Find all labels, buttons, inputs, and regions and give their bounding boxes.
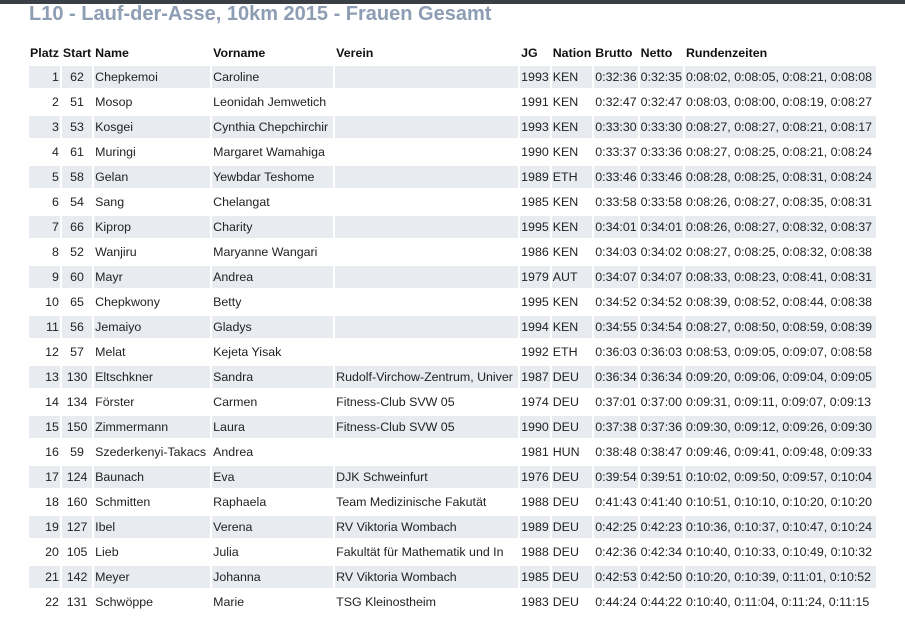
vorname-cell: Raphaela bbox=[212, 491, 333, 516]
platz-cell: 22 bbox=[29, 591, 60, 616]
name-cell: Mosop bbox=[94, 91, 210, 116]
start-cell: 150 bbox=[62, 416, 92, 441]
table-row bbox=[29, 441, 876, 466]
name-cell: Chepkwony bbox=[94, 291, 210, 316]
netto-cell: 0:36:03 bbox=[640, 341, 683, 366]
rundenzeiten-cell: 0:10:51, 0:10:10, 0:10:20, 0:10:20 bbox=[685, 491, 876, 516]
platz-cell: 1 bbox=[29, 66, 60, 91]
verein-cell bbox=[335, 166, 518, 191]
nation-cell: DEU bbox=[552, 366, 593, 391]
jg-cell: 1986 bbox=[520, 241, 550, 266]
verein-cell: Team Medizinische Fakutät bbox=[335, 491, 518, 516]
verein-cell bbox=[335, 191, 518, 216]
platz-cell: 17 bbox=[29, 466, 60, 491]
verein-cell bbox=[335, 66, 518, 91]
column-header-brutto: Brutto bbox=[595, 46, 633, 60]
start-cell: 160 bbox=[62, 491, 92, 516]
nation-cell: HUN bbox=[552, 441, 593, 466]
jg-cell: 1992 bbox=[520, 341, 550, 366]
nation-cell: DEU bbox=[552, 541, 593, 566]
netto-cell: 0:34:54 bbox=[640, 316, 683, 341]
rundenzeiten-cell: 0:10:20, 0:10:39, 0:11:01, 0:10:52 bbox=[685, 566, 876, 591]
brutto-cell: 0:34:01 bbox=[594, 216, 637, 241]
start-cell: 58 bbox=[62, 166, 92, 191]
column-header-nation: Nation bbox=[552, 46, 592, 60]
start-cell: 52 bbox=[62, 241, 92, 266]
vorname-cell: Gladys bbox=[212, 316, 333, 341]
brutto-cell: 0:32:47 bbox=[594, 91, 637, 116]
platz-cell: 13 bbox=[29, 366, 60, 391]
name-cell: Jemaiyo bbox=[94, 316, 210, 341]
start-cell: 65 bbox=[62, 291, 92, 316]
column-header-jg: JG bbox=[521, 46, 538, 60]
brutto-cell: 0:42:36 bbox=[594, 541, 637, 566]
verein-cell: RV Viktoria Wombach bbox=[335, 566, 518, 591]
platz-cell: 7 bbox=[29, 216, 60, 241]
rundenzeiten-cell: 0:09:20, 0:09:06, 0:09:04, 0:09:05 bbox=[685, 366, 876, 391]
nation-cell: KEN bbox=[552, 191, 593, 216]
column-header-verein: Verein bbox=[336, 46, 374, 60]
table-row bbox=[29, 391, 876, 416]
brutto-cell: 0:33:37 bbox=[594, 141, 637, 166]
vorname-cell: Yewbdar Teshome bbox=[212, 166, 333, 191]
rundenzeiten-cell: 0:08:27, 0:08:25, 0:08:21, 0:08:24 bbox=[685, 141, 876, 166]
nation-cell: AUT bbox=[552, 266, 593, 291]
jg-cell: 1979 bbox=[520, 266, 550, 291]
platz-cell: 8 bbox=[29, 241, 60, 266]
name-cell: Kiprop bbox=[94, 216, 210, 241]
platz-cell: 19 bbox=[29, 516, 60, 541]
start-cell: 105 bbox=[62, 541, 92, 566]
table-row bbox=[29, 116, 876, 141]
name-cell: Kosgei bbox=[94, 116, 210, 141]
brutto-cell: 0:34:07 bbox=[594, 266, 637, 291]
nation-cell: KEN bbox=[552, 91, 593, 116]
verein-cell bbox=[335, 116, 518, 141]
vorname-cell: Leonidah Jemwetich bbox=[212, 91, 333, 116]
vorname-cell: Carmen bbox=[212, 391, 333, 416]
vorname-cell: Maryanne Wangari bbox=[212, 241, 333, 266]
name-cell: Wanjiru bbox=[94, 241, 210, 266]
verein-cell: RV Viktoria Wombach bbox=[335, 516, 518, 541]
table-row bbox=[29, 491, 876, 516]
brutto-cell: 0:34:03 bbox=[594, 241, 637, 266]
jg-cell: 1989 bbox=[520, 166, 550, 191]
verein-cell bbox=[335, 216, 518, 241]
brutto-cell: 0:44:24 bbox=[594, 591, 637, 616]
name-cell: Melat bbox=[94, 341, 210, 366]
verein-cell: Fitness-Club SVW 05 bbox=[335, 391, 518, 416]
jg-cell: 1981 bbox=[520, 441, 550, 466]
nation-cell: KEN bbox=[552, 66, 593, 91]
rundenzeiten-cell: 0:08:27, 0:08:25, 0:08:32, 0:08:38 bbox=[685, 241, 876, 266]
jg-cell: 1987 bbox=[520, 366, 550, 391]
vorname-cell: Kejeta Yisak bbox=[212, 341, 333, 366]
start-cell: 66 bbox=[62, 216, 92, 241]
start-cell: 51 bbox=[62, 91, 92, 116]
rundenzeiten-cell: 0:10:02, 0:09:50, 0:09:57, 0:10:04 bbox=[685, 466, 876, 491]
platz-cell: 5 bbox=[29, 166, 60, 191]
verein-cell: DJK Schweinfurt bbox=[335, 466, 518, 491]
netto-cell: 0:44:22 bbox=[640, 591, 683, 616]
netto-cell: 0:42:34 bbox=[640, 541, 683, 566]
table-row bbox=[29, 466, 876, 491]
nation-cell: KEN bbox=[552, 141, 593, 166]
rundenzeiten-cell: 0:09:31, 0:09:11, 0:09:07, 0:09:13 bbox=[685, 391, 876, 416]
platz-cell: 2 bbox=[29, 91, 60, 116]
platz-cell: 9 bbox=[29, 266, 60, 291]
name-cell: Lieb bbox=[94, 541, 210, 566]
table-row bbox=[29, 416, 876, 441]
name-cell: Szederkenyi-Takacs bbox=[94, 441, 210, 466]
rundenzeiten-cell: 0:08:53, 0:09:05, 0:09:07, 0:08:58 bbox=[685, 341, 876, 366]
netto-cell: 0:33:30 bbox=[640, 116, 683, 141]
start-cell: 59 bbox=[62, 441, 92, 466]
name-cell: Muringi bbox=[94, 141, 210, 166]
table-row bbox=[29, 216, 876, 241]
start-cell: 53 bbox=[62, 116, 92, 141]
platz-cell: 4 bbox=[29, 141, 60, 166]
verein-cell bbox=[335, 316, 518, 341]
table-row bbox=[29, 341, 876, 366]
platz-cell: 10 bbox=[29, 291, 60, 316]
netto-cell: 0:39:51 bbox=[640, 466, 683, 491]
platz-cell: 16 bbox=[29, 441, 60, 466]
vorname-cell: Andrea bbox=[212, 266, 333, 291]
jg-cell: 1989 bbox=[520, 516, 550, 541]
platz-cell: 21 bbox=[29, 566, 60, 591]
brutto-cell: 0:38:48 bbox=[594, 441, 637, 466]
nation-cell: DEU bbox=[552, 566, 593, 591]
name-cell: Baunach bbox=[94, 466, 210, 491]
platz-cell: 15 bbox=[29, 416, 60, 441]
verein-cell bbox=[335, 341, 518, 366]
vorname-cell: Eva bbox=[212, 466, 333, 491]
netto-cell: 0:38:47 bbox=[640, 441, 683, 466]
nation-cell: DEU bbox=[552, 416, 593, 441]
name-cell: Gelan bbox=[94, 166, 210, 191]
brutto-cell: 0:37:01 bbox=[594, 391, 637, 416]
jg-cell: 1993 bbox=[520, 116, 550, 141]
brutto-cell: 0:37:38 bbox=[594, 416, 637, 441]
verein-cell: Fitness-Club SVW 05 bbox=[335, 416, 518, 441]
start-cell: 60 bbox=[62, 266, 92, 291]
platz-cell: 12 bbox=[29, 341, 60, 366]
name-cell: Eltschkner bbox=[94, 366, 210, 391]
jg-cell: 1985 bbox=[520, 191, 550, 216]
rundenzeiten-cell: 0:10:36, 0:10:37, 0:10:47, 0:10:24 bbox=[685, 516, 876, 541]
rundenzeiten-cell: 0:08:27, 0:08:50, 0:08:59, 0:08:39 bbox=[685, 316, 876, 341]
column-header-start: Start bbox=[62, 46, 92, 60]
results-table bbox=[27, 40, 878, 616]
jg-cell: 1976 bbox=[520, 466, 550, 491]
name-cell: Meyer bbox=[94, 566, 210, 591]
nation-cell: DEU bbox=[552, 516, 593, 541]
jg-cell: 1990 bbox=[520, 416, 550, 441]
platz-cell: 6 bbox=[29, 191, 60, 216]
table-row bbox=[29, 66, 876, 91]
verein-cell bbox=[335, 266, 518, 291]
verein-cell: Fakultät für Mathematik und In bbox=[335, 541, 518, 566]
vorname-cell: Margaret Wamahiga bbox=[212, 141, 333, 166]
table-row bbox=[29, 166, 876, 191]
platz-cell: 3 bbox=[29, 116, 60, 141]
rundenzeiten-cell: 0:08:33, 0:08:23, 0:08:41, 0:08:31 bbox=[685, 266, 876, 291]
start-cell: 62 bbox=[62, 66, 92, 91]
rundenzeiten-cell: 0:10:40, 0:11:04, 0:11:24, 0:11:15 bbox=[685, 591, 876, 616]
jg-cell: 1988 bbox=[520, 541, 550, 566]
table-row bbox=[29, 241, 876, 266]
nation-cell: KEN bbox=[552, 291, 593, 316]
start-cell: 131 bbox=[62, 591, 92, 616]
vorname-cell: Julia bbox=[212, 541, 333, 566]
table-row bbox=[29, 291, 876, 316]
rundenzeiten-cell: 0:08:26, 0:08:27, 0:08:32, 0:08:37 bbox=[685, 216, 876, 241]
start-cell: 54 bbox=[62, 191, 92, 216]
netto-cell: 0:37:00 bbox=[640, 391, 683, 416]
name-cell: Mayr bbox=[94, 266, 210, 291]
rundenzeiten-cell: 0:08:02, 0:08:05, 0:08:21, 0:08:08 bbox=[685, 66, 876, 91]
brutto-cell: 0:42:25 bbox=[594, 516, 637, 541]
vorname-cell: Andrea bbox=[212, 441, 333, 466]
jg-cell: 1983 bbox=[520, 591, 550, 616]
verein-cell bbox=[335, 141, 518, 166]
nation-cell: KEN bbox=[552, 316, 593, 341]
netto-cell: 0:42:23 bbox=[640, 516, 683, 541]
netto-cell: 0:34:01 bbox=[640, 216, 683, 241]
verein-cell bbox=[335, 441, 518, 466]
brutto-cell: 0:36:03 bbox=[594, 341, 637, 366]
jg-cell: 1985 bbox=[520, 566, 550, 591]
rundenzeiten-cell: 0:08:26, 0:08:27, 0:08:35, 0:08:31 bbox=[685, 191, 876, 216]
table-row bbox=[29, 566, 876, 591]
jg-cell: 1991 bbox=[520, 91, 550, 116]
header-row bbox=[29, 40, 876, 66]
vorname-cell: Chelangat bbox=[212, 191, 333, 216]
rundenzeiten-cell: 0:09:46, 0:09:41, 0:09:48, 0:09:33 bbox=[685, 441, 876, 466]
page-title: L10 - Lauf-der-Asse, 10km 2015 - Frauen Gesamt bbox=[29, 3, 492, 25]
nation-cell: DEU bbox=[552, 591, 593, 616]
nation-cell: KEN bbox=[552, 116, 593, 141]
rundenzeiten-cell: 0:08:03, 0:08:00, 0:08:19, 0:08:27 bbox=[685, 91, 876, 116]
table-row bbox=[29, 316, 876, 341]
jg-cell: 1988 bbox=[520, 491, 550, 516]
table-row bbox=[29, 91, 876, 116]
netto-cell: 0:34:02 bbox=[640, 241, 683, 266]
rundenzeiten-cell: 0:08:28, 0:08:25, 0:08:31, 0:08:24 bbox=[685, 166, 876, 191]
name-cell: Sang bbox=[94, 191, 210, 216]
brutto-cell: 0:39:54 bbox=[594, 466, 637, 491]
table-row bbox=[29, 191, 876, 216]
vorname-cell: Betty bbox=[212, 291, 333, 316]
brutto-cell: 0:32:36 bbox=[594, 66, 637, 91]
nation-cell: ETH bbox=[552, 341, 593, 366]
vorname-cell: Johanna bbox=[212, 566, 333, 591]
table-row bbox=[29, 366, 876, 391]
name-cell: Schwöppe bbox=[94, 591, 210, 616]
brutto-cell: 0:33:46 bbox=[594, 166, 637, 191]
verein-cell bbox=[335, 291, 518, 316]
jg-cell: 1974 bbox=[520, 391, 550, 416]
nation-cell: ETH bbox=[552, 166, 593, 191]
vorname-cell: Cynthia Chepchirchir bbox=[212, 116, 333, 141]
verein-cell bbox=[335, 91, 518, 116]
netto-cell: 0:33:36 bbox=[640, 141, 683, 166]
brutto-cell: 0:33:30 bbox=[594, 116, 637, 141]
verein-cell bbox=[335, 241, 518, 266]
start-cell: 56 bbox=[62, 316, 92, 341]
rundenzeiten-cell: 0:08:39, 0:08:52, 0:08:44, 0:08:38 bbox=[685, 291, 876, 316]
column-header-rundenzeiten: Rundenzeiten bbox=[685, 46, 768, 60]
verein-cell: TSG Kleinostheim bbox=[335, 591, 518, 616]
jg-cell: 1995 bbox=[520, 291, 550, 316]
brutto-cell: 0:34:52 bbox=[594, 291, 637, 316]
vorname-cell: Verena bbox=[212, 516, 333, 541]
netto-cell: 0:34:52 bbox=[640, 291, 683, 316]
rundenzeiten-cell: 0:10:40, 0:10:33, 0:10:49, 0:10:32 bbox=[685, 541, 876, 566]
start-cell: 130 bbox=[62, 366, 92, 391]
start-cell: 61 bbox=[62, 141, 92, 166]
start-cell: 127 bbox=[62, 516, 92, 541]
nation-cell: DEU bbox=[552, 466, 593, 491]
brutto-cell: 0:34:55 bbox=[594, 316, 637, 341]
platz-cell: 14 bbox=[29, 391, 60, 416]
table-row bbox=[29, 266, 876, 291]
vorname-cell: Sandra bbox=[212, 366, 333, 391]
vorname-cell: Laura bbox=[212, 416, 333, 441]
netto-cell: 0:32:47 bbox=[640, 91, 683, 116]
table-row bbox=[29, 591, 876, 616]
netto-cell: 0:34:07 bbox=[640, 266, 683, 291]
table-row bbox=[29, 141, 876, 166]
vorname-cell: Charity bbox=[212, 216, 333, 241]
netto-cell: 0:32:35 bbox=[640, 66, 683, 91]
netto-cell: 0:41:40 bbox=[640, 491, 683, 516]
rundenzeiten-cell: 0:09:30, 0:09:12, 0:09:26, 0:09:30 bbox=[685, 416, 876, 441]
nation-cell: DEU bbox=[552, 391, 593, 416]
brutto-cell: 0:42:53 bbox=[594, 566, 637, 591]
start-cell: 142 bbox=[62, 566, 92, 591]
start-cell: 57 bbox=[62, 341, 92, 366]
brutto-cell: 0:41:43 bbox=[594, 491, 637, 516]
name-cell: Ibel bbox=[94, 516, 210, 541]
netto-cell: 0:33:58 bbox=[640, 191, 683, 216]
nation-cell: KEN bbox=[552, 216, 593, 241]
jg-cell: 1995 bbox=[520, 216, 550, 241]
platz-cell: 11 bbox=[29, 316, 60, 341]
name-cell: Schmitten bbox=[94, 491, 210, 516]
verein-cell: Rudolf-Virchow-Zentrum, Univer bbox=[335, 366, 518, 391]
netto-cell: 0:42:50 bbox=[640, 566, 683, 591]
netto-cell: 0:37:36 bbox=[640, 416, 683, 441]
column-header-netto: Netto bbox=[640, 46, 673, 60]
name-cell: Zimmermann bbox=[94, 416, 210, 441]
start-cell: 124 bbox=[62, 466, 92, 491]
name-cell: Förster bbox=[94, 391, 210, 416]
nation-cell: KEN bbox=[552, 241, 593, 266]
name-cell: Chepkemoi bbox=[94, 66, 210, 91]
rundenzeiten-cell: 0:08:27, 0:08:27, 0:08:21, 0:08:17 bbox=[685, 116, 876, 141]
jg-cell: 1990 bbox=[520, 141, 550, 166]
vorname-cell: Marie bbox=[212, 591, 333, 616]
platz-cell: 18 bbox=[29, 491, 60, 516]
platz-cell: 20 bbox=[29, 541, 60, 566]
vorname-cell: Caroline bbox=[212, 66, 333, 91]
nation-cell: DEU bbox=[552, 491, 593, 516]
brutto-cell: 0:36:34 bbox=[594, 366, 637, 391]
netto-cell: 0:33:46 bbox=[640, 166, 683, 191]
netto-cell: 0:36:34 bbox=[640, 366, 683, 391]
column-header-platz: Platz bbox=[30, 46, 59, 60]
table-row bbox=[29, 516, 876, 541]
table-row bbox=[29, 541, 876, 566]
column-header-name: Name bbox=[95, 46, 129, 60]
jg-cell: 1994 bbox=[520, 316, 550, 341]
brutto-cell: 0:33:58 bbox=[594, 191, 637, 216]
column-header-vorname: Vorname bbox=[213, 46, 266, 60]
jg-cell: 1993 bbox=[520, 66, 550, 91]
start-cell: 134 bbox=[62, 391, 92, 416]
